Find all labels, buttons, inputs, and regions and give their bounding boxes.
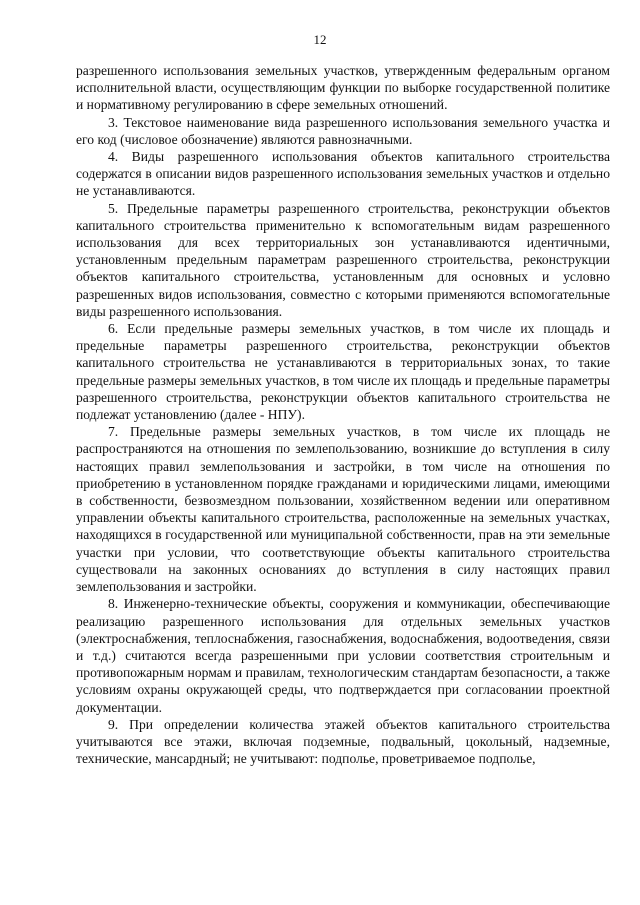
- paragraph-item-7: 7. Предельные размеры земельных участков, в том числе их площадь не распространяются на отношения по землепользованию, возникшие до вступления в силу настоящих правил землепользования и застройки, в том числе на отношения по приобретению в установленном порядке гражданами и юридическими лицами, имеющими в собственности, безвозмездном пользовании, хозяйственном ведении или оперативном управлении объекты капитального строительства, расположенные на земельных участках, находящихся в государственной или муниципальной собственности, прав на эти земельные участки при условии, что соответствующие объекты капитального строительства существовали на законных основаниях до вступления в силу настоящих правил землепользования и застройки.: [76, 424, 610, 595]
- page-number: 12: [313, 32, 327, 47]
- paragraph-item-3: 3. Текстовое наименование вида разрешенного использования земельного участка и его код (числовое обозначение) являются равнозначными.: [76, 114, 610, 147]
- paragraph-item-9: 9. При определении количества этажей объектов капитального строительства учитываются все этажи, включая подземные, подвальный, цокольный, надземные, технические, мансардный; не учитывают: подполье, проветриваемое подполье,: [76, 716, 610, 767]
- paragraph-item-5: 5. Предельные параметры разрешенного строительства, реконструкции объектов капитального строительства применительно к вспомогательным видам разрешенного использования для всех территориальных зон устанавливаются идентичными, установленным предельным параметрам разрешенного строительства, реконструкции объектов капитального строительства, установленным для основных и условно разрешенных видов использования, совместно с которыми применяются вспомогательные виды разрешенного использования.: [76, 200, 610, 319]
- paragraph-continued: разрешенного использования земельных участков, утвержденным федеральным органом исполнительной власти, осуществляющим функции по выборке государственной политике и нормативному регулированию в сфере земельных отношений.: [76, 63, 610, 113]
- document-body: [76, 62, 610, 767]
- paragraph-item-8: 8. Инженерно-технические объекты, сооружения и коммуникации, обеспечивающие реализацию разрешенного использования для отдельных земельных участков (электроснабжения, теплоснабжения, газоснабжения, водоснабжения, водоотведения, связи и т.д.) считаются всегда разрешенными при условии соответствия строительным и противопожарным нормам и правилам, технологическим стандартам безопасности, а также условиям охраны окружающей среды, что подтверждается при согласовании проектной документации.: [76, 596, 610, 715]
- paragraph-item-6: 6. Если предельные размеры земельных участков, в том числе их площадь и предельные параметры разрешенного строительства, реконструкции объектов капитального строительства не устанавливаются в территориальных зонах, то такие предельные размеры земельных участков, в том числе их площадь и предельные параметры разрешенного строительства, реконструкции объектов капитального строительства не подлежат установлению (далее - НПУ).: [76, 321, 610, 423]
- paragraph-item-4: 4. Виды разрешенного использования объектов капитального строительства содержатся в описании видов разрешенного использования земельных участков и отдельно не устанавливаются.: [76, 149, 610, 199]
